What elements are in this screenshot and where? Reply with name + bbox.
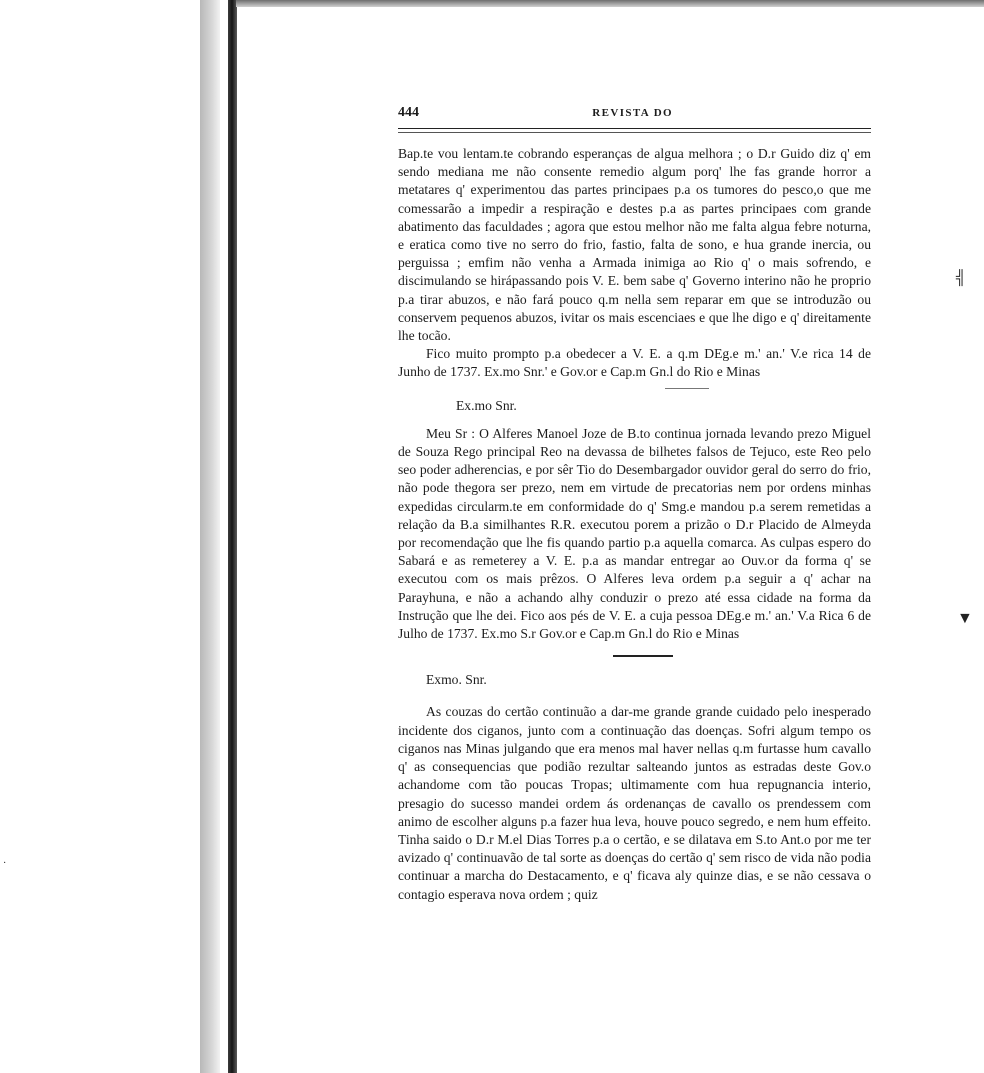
letter2-salutation: Ex.mo Snr. xyxy=(456,397,517,413)
letter3-salutation: Exmo. Snr. xyxy=(426,672,487,688)
separator-rule xyxy=(665,388,709,389)
page-number: 444 xyxy=(398,105,419,120)
page-gutter-shadow xyxy=(200,0,220,1073)
separator-rule xyxy=(613,655,673,657)
top-scan-edge xyxy=(236,0,984,7)
binding-edge xyxy=(228,0,237,1073)
header-rule xyxy=(398,128,871,133)
margin-mark: ▼ xyxy=(957,610,973,627)
letter1-closing: Fico muito prompto p.a obedecer a V. E. a q.m DEg.e m.' an.' V.e rica 14 de Junho de 1737. Ex.mo Snr.' e Gov.or e Cap.m Gn.l do Rio e Minas xyxy=(398,346,871,380)
running-title: REVISTA DO xyxy=(592,107,673,119)
letter2-body: Meu Sr : O Alferes Manoel Joze de B.to continua jornada levando prezo Miguel de Souza Rego principal Reo na devassa de bilhetes falsos de Tejuco, este Reo pelo seo poder adherencias, e por sêr Tio do Desembargador ouvidor geral do serro do frio, não pode thegora ser prezo, nem em virtude de precatorias nem por ordens minhas expedidas circularm.te em conformidade do q' Smg.e mandou p.a serem remetidas a relação da B.a similhantes R.R. executou porem a prizão o D.r Placido de Almeyda por recomendação que lhe fis quando partio p.a aquella comarca. As culpas espero do Sabará e as remeterey a V. E. p.a as mandar entregar ao Ouv.or da forma q' se executou com os mais prêzos. O Alferes leva ordem p.a seguir a q' achar na Parayhuna, e não a achando alhy conduzir o prezo até essa cidade na forma da Instrução que lhe dei. Fico aos pés de V. E. a cuja pessoa DEg.e m.' an.' V.a Rica 6 de Julho de 1737. Ex.mo S.r Gov.or e Cap.m Gn.l do Rio e Minas xyxy=(398,425,871,642)
margin-mark: ╣ xyxy=(956,271,966,286)
page-header xyxy=(398,104,871,126)
book-page xyxy=(398,104,871,904)
letter3-body: As couzas do certão continuão a dar-me grande grande cuidado pelo inesperado incidente dos ciganos, junto com a continuação das doenças. Sofri algum tempo os ciganos nas Minas julgando que era menos mal haver nellas q.m furtasse hum cavallo q' as consequencias que podião rezultar salteando juntos as estradas deste Gov.o achandome com tão poucas Tropas; ultimamente com hua repugnancia interio, presagio do sucesso mandei ordem ás ordenanças de cavallo os prendessem com animo de escolher alguns p.a fazer hua leva, houve pouco segredo, e nem hum effeito. Tinha saido o D.r M.el Dias Torres p.a o certão, e se dilatava em S.to Ant.o por me ter avizado q' continuavão de tal sorte as doenças do certão q' sem risco de vida não podia continuar a marcha do Destacamento, e q' ficava aly quinze dias, e se não cessava o contagio esperava nova ordem ; quiz xyxy=(398,704,871,902)
letter1-body: Bap.te vou lentam.te cobrando esperanças de algua melhora ; o D.r Guido diz q' em sendo mediana me não consente remedio algum porq' lhe fas grande horror a metatares q' experimentou das partes principaes p.a os tumores do pesco,o que me comessarão a impedir a respiração e destes p.a as partes principaes com grande abatimento das faculdades ; agora que estou melhor não me falta algua febre noturna, e eratica como tive no serro do frio, fastio, falta de sono, e hua grande inercia, ou perguissa ; emfim não venha a Armada inimiga ao Rio q' o mais sofrendo, e discimulando se hirápassando pois V. E. bem sabe q' Governo interino não he proprio p.a tirar abuzos, e não fará pouco q.m nella sem reparar em que se introduzão ou conservem pequenos abuzos, ivitar os mais escenciaes e que lhe digo e q' direitamente lhe tocão. xyxy=(398,146,871,344)
margin-mark: · xyxy=(3,858,7,869)
